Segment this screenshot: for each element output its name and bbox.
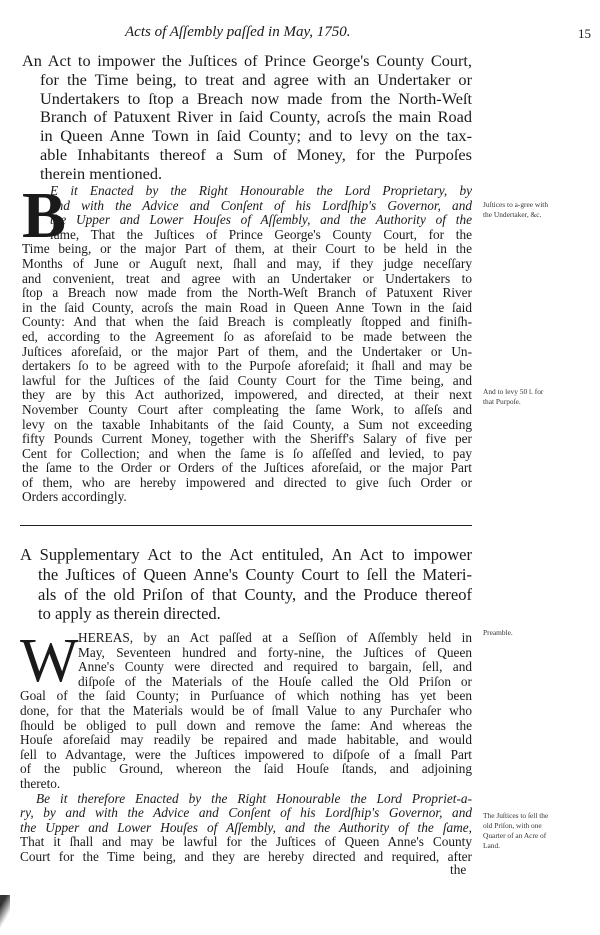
body-line: and convenient, treat and agree with an Undertaker or Undertakers to xyxy=(22,270,472,286)
body-line: Goal of the ſaid County; in Purſuance of which nothing has yet been xyxy=(20,688,472,704)
title-line: Undertakers to ſtop a Breach now made from the North-Weſt xyxy=(40,88,472,108)
margin-note: Juſtices to a-gree with the Undertaker, &c. xyxy=(483,200,549,219)
body-line: ſtop a Breach now made from the North-Weſt Branch of Patuxent River xyxy=(22,285,472,301)
body-line: done, for that the Materials would be of ſmall Value to any Purchaſer who xyxy=(20,702,472,718)
body-line: of them, who are hereby impowered and directed to give ſuch Order or xyxy=(22,474,472,490)
drop-cap: W xyxy=(20,627,79,695)
body-line: lawful for the Juſtices of the ſaid County Court for the Time being, and xyxy=(22,372,472,388)
body-line: ſhould be obliged to pull down and remove the ſame: And whereas the xyxy=(20,717,472,733)
body-line: ſell to Advantage, were the Juſtices impowered to diſpoſe of a ſmall Part xyxy=(20,746,472,762)
body-line: Months of June or Auguſt next, ſhall and may, if they judge neceſſary xyxy=(22,255,472,271)
body-line: County: And that when the ſaid Breach is compleatly ſtopped and finiſh- xyxy=(22,314,472,330)
body-line: Time being, or the major Part of them, at their Court to be held in the xyxy=(22,241,472,257)
body-line: fifty Pounds Current Money, together with the Sheriff's Salary of five per xyxy=(22,431,472,447)
title-line: to apply as therein directed. xyxy=(38,604,221,624)
running-title: Acts of Aſſembly paſſed in May, 1750. xyxy=(125,24,351,40)
body-line: of the public Ground, whereon the ſaid Houſe ſtands, and adjoining xyxy=(20,761,472,777)
body-line: That it ſhall and may be lawful for the Juſtices of Queen Anne's County xyxy=(20,834,472,850)
scan-edge-mark xyxy=(0,895,10,935)
body-line: and with the Advice and Conſent of his Lordſhip's Governor, and xyxy=(50,197,472,213)
act2-title xyxy=(20,545,472,624)
title-line: als of the old Priſon of that County, and the Produce thereof xyxy=(38,584,472,604)
body-line: Juſtices aforeſaid, or the major Part of them, and the Undertaker or Un- xyxy=(22,343,472,359)
title-line: for the Time being, to treat and agree with an Undertaker or xyxy=(40,69,472,89)
body-line: Court for the Time being, and they are hereby directed and required, after xyxy=(20,848,472,864)
title-line: An Act to impower the Juſtices of Prince George's County Court, xyxy=(22,51,472,70)
body-line: May, Seventeen hundred and forty-nine, the Juſtices of Queen xyxy=(78,644,472,660)
title-line: able Inhabitants thereof a Sum of Money, for the Purpoſes xyxy=(40,144,472,164)
margin-note: Preamble. xyxy=(483,628,513,637)
body-line: dertakers ſo to be agreed with to the Purpoſe aforeſaid; it ſhall and may be xyxy=(22,358,472,374)
title-line: A Supplementary Act to the Act entituled, An Act to impower xyxy=(20,545,472,564)
body-line: Orders accordingly. xyxy=(22,489,127,505)
body-line: E it Enacted by the Right Honourable the Lord Proprietary, by xyxy=(50,183,472,198)
catchword: the xyxy=(450,862,467,877)
act2-body xyxy=(20,627,472,865)
drop-cap: B xyxy=(22,179,67,252)
act1-title xyxy=(22,52,472,184)
act1-body xyxy=(22,179,472,505)
body-line: the ſame to the Order or Orders of the Juſtices aforeſaid, or the major Part xyxy=(22,460,472,476)
body-line: the Upper and Lower Houſes of Aſſembly, and the Authority of the ſame, xyxy=(20,819,472,835)
body-line: levy on the taxable Inhabitants of the ſaid County, a Sum not exceeding xyxy=(22,416,472,432)
body-line: Cent for Collection; and when the ſame is ſo aſſeſſed and levied, to pay xyxy=(22,445,472,461)
page-number: 15 xyxy=(578,26,591,41)
title-line: therein mentioned. xyxy=(40,163,163,183)
title-line: Branch of Patuxent River in ſaid County, acroſs the main Road xyxy=(40,107,472,127)
body-line: thereto. xyxy=(20,775,61,791)
body-line: the Upper and Lower Houſes of Aſſembly, and the Authority of the xyxy=(50,212,472,228)
body-line: November County Court after compleating the ſame Work, to aſſeſs and xyxy=(22,401,472,417)
body-line: ſame, That the Juſtices of Prince George's County Court, for the xyxy=(50,226,472,242)
body-line: HEREAS, by an Act paſſed at a Seſſion of Aſſembly held in xyxy=(78,630,472,645)
body-line: diſpoſe of the Materials of the Houſe called the Old Priſon or xyxy=(78,673,472,689)
body-line: ry, by and with the Advice and Conſent of his Lordſhip's Governor, and xyxy=(20,805,472,821)
section-divider xyxy=(20,525,472,526)
body-line: they are by this Act authorized, impowered, and directed, at their next xyxy=(22,387,472,403)
margin-note: The Juſtices to ſell the old Priſon, with one Quarter of an Acre of Land. xyxy=(483,811,549,850)
title-line: the Juſtices of Queen Anne's County Court to ſell the Materi- xyxy=(38,564,472,584)
body-line: Anne's County were directed and required to bargain, ſell, and xyxy=(78,659,472,675)
body-line: in the ſaid County, acroſs the main Road in Queen Anne Town in the ſaid xyxy=(22,299,472,315)
title-line: in Queen Anne Town in ſaid County; and to levy on the tax- xyxy=(40,126,472,146)
body-line: Houſe aforeſaid may readily be repaired and made habitable, and would xyxy=(20,732,472,748)
body-line: Be it therefore Enacted by the Right Honourable the Lord Propriet-a- xyxy=(36,790,472,806)
body-line: ed, according to the Agreement ſo as aforeſaid to be made between the xyxy=(22,328,472,344)
margin-note: And to levy 50 l. for that Purpoſe. xyxy=(483,387,544,406)
